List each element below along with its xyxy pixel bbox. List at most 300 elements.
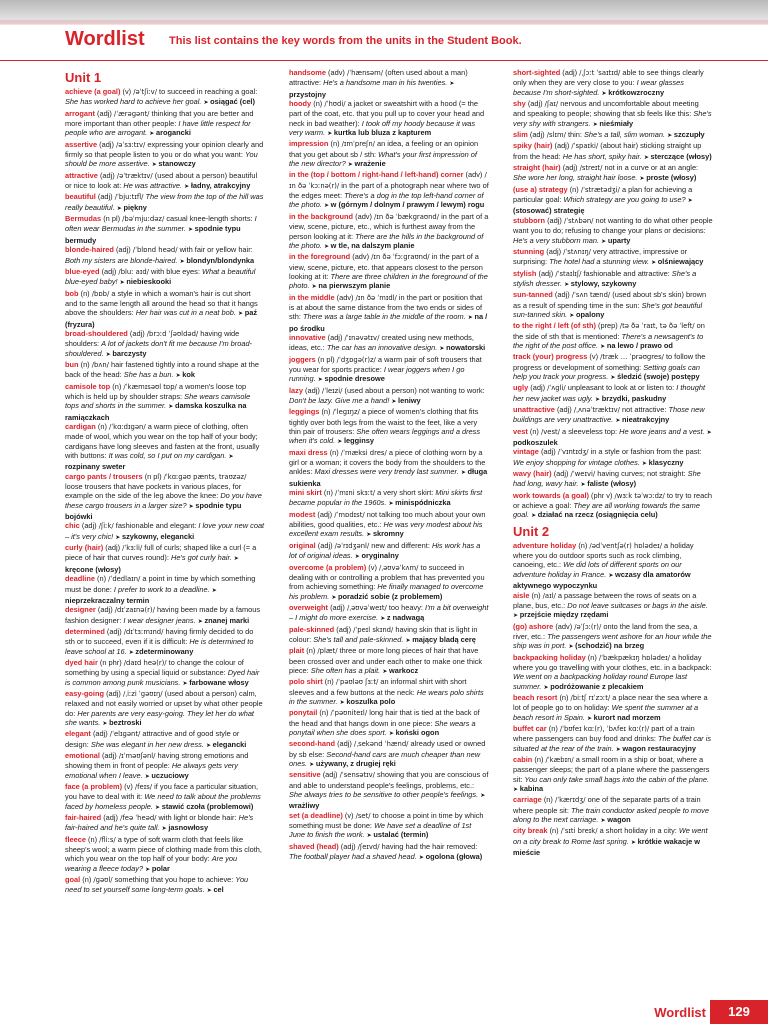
example-sentence: We did lots of different sports on our adventure holiday in France. [513, 560, 682, 579]
pronunciation: /ˈkæbɪn/ [545, 756, 574, 764]
pronunciation: /ˈɪnəvətɪv/ [344, 333, 380, 342]
translation: piękny [123, 202, 147, 212]
part-of-speech: (n) [531, 590, 541, 600]
translation: skromny [372, 529, 404, 539]
definition: (about hair) sticking straight up from the head: [513, 141, 702, 161]
part-of-speech: (phr v) [591, 490, 613, 500]
example-sentence: We spent the summer at a beach resort in Spain. [513, 703, 699, 722]
example-sentence: We went on a backpacking holiday round Europe last summer. [513, 672, 688, 691]
arrow-icon: ➤ [667, 133, 674, 140]
example-sentence: I love your new coat – it's very chic! [65, 521, 265, 541]
pronunciation: /træk … ˈprəʊɡres/ [600, 353, 664, 362]
wordlist-entry [513, 352, 713, 383]
arrow-icon: ➤ [337, 439, 344, 446]
definition: showing that you are conscious of and able to understand people's feelings, problems, etc.: [289, 770, 489, 790]
part-of-speech: (adj) [106, 626, 122, 636]
definition: having firmly decided to do sth or to succeed, even if it is difficult: [65, 626, 254, 647]
translation: wagon [607, 815, 631, 825]
page-subtitle: This list contains the key words from the units in the Student Book. [169, 35, 522, 47]
part-of-speech: (n) [321, 407, 331, 417]
wordlist-entry [513, 491, 713, 522]
wordlist-entry [289, 770, 489, 810]
translation: w tle, na dalszym planie [330, 240, 415, 250]
example-sentence: Both my sisters are blonde-haired. [65, 255, 178, 265]
arrow-icon: ➤ [610, 374, 618, 381]
headword: polo shirt [289, 677, 323, 687]
part-of-speech: (adj) [99, 170, 115, 180]
wordlist-entry [513, 321, 713, 352]
part-of-speech: (adj) [540, 447, 556, 457]
pronunciation: /ɪn ðə ˈbækɡraʊnd/ [374, 212, 439, 221]
pronunciation: /ˈvɪntɪdʒ/ [557, 448, 589, 457]
wordlist-entry [289, 448, 489, 488]
arrow-icon: ➤ [145, 866, 152, 873]
arrow-icon: ➤ [641, 460, 649, 467]
part-of-speech: (adj) [317, 540, 333, 550]
headword: aisle [513, 590, 530, 600]
arrow-icon: ➤ [543, 684, 551, 691]
headword: designer [65, 605, 96, 615]
part-of-speech: (n) [319, 708, 329, 718]
headword: dyed hair [65, 657, 98, 667]
translation: kok [182, 370, 196, 380]
headword: buffet car [513, 723, 547, 733]
arrow-icon: ➤ [418, 855, 426, 862]
arrow-icon: ➤ [238, 311, 245, 318]
headword: achieve (a goal) [65, 87, 121, 96]
headword: lazy [289, 385, 303, 395]
pronunciation: /ˈkɑːdɪɡən/ [108, 423, 146, 431]
wordlist-entry [289, 842, 489, 864]
wordlist-entry [513, 141, 713, 163]
wordlist-entry [289, 68, 489, 99]
headword: straight (hair) [513, 163, 561, 173]
pronunciation: /ˈbʊfeɪ kɑː(r), ˈbʌfeɪ kɑː(r)/ [559, 724, 650, 733]
part-of-speech: (v) [589, 352, 599, 362]
part-of-speech: (n) [559, 692, 569, 702]
wordlist-entry [513, 653, 713, 693]
pronunciation: /ɪn ðə ˈmɪdl/ [355, 293, 397, 302]
headword: in the background [289, 211, 354, 221]
arrow-icon: ➤ [317, 377, 325, 384]
example-sentence: You can only take small bags into the cabin of the plane. [524, 774, 709, 784]
arrow-icon: ➤ [639, 176, 647, 183]
definition: very attractive, impressive or surprising: [513, 246, 688, 267]
pronunciation: /ˈsensətɪv/ [339, 771, 375, 780]
translation: wrażenie [354, 159, 386, 169]
example-sentence: You should be more assertive. [65, 150, 258, 169]
arrow-icon: ➤ [630, 839, 638, 846]
headword: hoody [289, 99, 312, 109]
wordlist-entry [289, 708, 489, 739]
part-of-speech: (adv) [352, 252, 370, 262]
wordlist-entry [65, 360, 265, 382]
definition: with blue eyes: [151, 266, 200, 276]
definition: a piece of women's clothing that fits tightly over both legs from the waist to the feet, like a very thin pair of trousers: [289, 407, 479, 437]
definition: in the part of a photograph near where two of the edges meet: [289, 180, 489, 201]
example-sentence: She's got beautiful sun-tanned skin. [513, 300, 703, 319]
arrow-icon: ➤ [569, 312, 576, 319]
arrow-icon: ➤ [203, 100, 211, 107]
wordlist-entry [65, 140, 265, 171]
translation: na / po środku [289, 312, 488, 333]
definition: not attractive: [622, 405, 667, 414]
example-sentence: Don't be lazy. Give me a hand! [289, 396, 390, 405]
headword: leggings [289, 407, 320, 417]
definition: a place near the sea where a lot of people go to on holiday: [513, 692, 708, 713]
definition: if you face a particular situation, you have to deal with it: [65, 782, 259, 802]
part-of-speech: (adj) [317, 509, 333, 519]
headword: goal [65, 875, 81, 885]
translation: olśniewający [657, 257, 704, 267]
wordlist-entry [65, 729, 265, 751]
pronunciation: /ˈstʌnɪŋ/ [563, 247, 591, 256]
translation: koszulka polo [346, 696, 396, 706]
definition: a very short skirt: [377, 488, 434, 498]
definition: in the part of a view, scene, picture, etc. that appears closest to the person looking at it: [289, 252, 483, 281]
headword: easy-going [65, 688, 105, 698]
headword: stubborn [513, 215, 546, 225]
headword: ponytail [289, 708, 318, 718]
arrow-icon: ➤ [391, 399, 399, 405]
part-of-speech: (adv) [336, 292, 354, 302]
headword: chic [65, 521, 80, 531]
pronunciation: /ˈelɪɡənt/ [109, 730, 141, 739]
translation: brzydki, paskudny [601, 393, 667, 403]
part-of-speech: (n) [548, 723, 558, 733]
wordlist-entry [65, 813, 265, 835]
wordlist-entry [65, 109, 265, 140]
example-sentence: He was attractive. [123, 181, 183, 191]
pronunciation: /ˈspaɪki/ [571, 142, 599, 151]
part-of-speech: (n) [324, 677, 334, 687]
translation: przejście między rzędami [519, 610, 609, 620]
pronunciation: /ˌsekənd ˈhænd/ [353, 740, 409, 749]
part-of-speech: (adj) [129, 328, 145, 338]
arrow-icon: ➤ [105, 351, 113, 358]
pronunciation: /feə ˈheəd/ [120, 814, 157, 823]
definition: onto the land from the sea, a river, etc.: [513, 621, 698, 641]
translation: znanej marki [204, 615, 250, 625]
arrow-icon: ➤ [323, 203, 331, 210]
part-of-speech: (n) [587, 652, 597, 662]
part-of-speech: (n) [97, 574, 107, 584]
definition: having curves; not straight: [597, 469, 686, 479]
pronunciation: /ʃeɪvd/ [357, 842, 380, 851]
wordlist-entry [513, 68, 713, 99]
headword: ugly [513, 383, 529, 393]
definition: a passage between the rows of seats on a plane, bus, etc.: [513, 590, 697, 610]
example-sentence: He's fair-haired and he's quite tall. [65, 813, 254, 833]
wordlist-entry [289, 407, 489, 447]
definition: to change the colour of something by using a special liquid or substance: [65, 657, 244, 678]
example-sentence: He wore jeans and a vest. [619, 426, 705, 436]
wordlist-entry [513, 185, 713, 216]
pronunciation: /ɡəʊl/ [93, 876, 113, 885]
example-sentence: We have set a deadline of 1st June to finish the work. [289, 821, 472, 840]
headword: assertive [65, 139, 98, 149]
example-sentence: He always gets very emotional when I leave. [65, 761, 238, 780]
part-of-speech: (adj) [530, 383, 546, 393]
part-of-speech: (n pl) [144, 471, 162, 481]
part-of-speech: (adj) [97, 605, 113, 615]
part-of-speech: (n) [88, 834, 98, 844]
definition: casual knee-length shorts: [166, 214, 253, 224]
arrow-icon: ➤ [586, 715, 594, 722]
wordlist-entry [65, 382, 265, 422]
pronunciation: /bluː aɪd/ [118, 267, 149, 276]
example-sentence: I wear glasses because I'm short-sighted. [513, 78, 684, 97]
wordlist-entry [289, 677, 489, 708]
wordlist-entry [65, 782, 265, 813]
pronunciation: /əˈsɜːtɪv/ [115, 140, 146, 149]
wordlist-entry [513, 290, 713, 321]
translation: uczuciowy [151, 770, 189, 780]
part-of-speech: (adj) [547, 215, 562, 225]
pronunciation: /ˈʌɡli/ [547, 384, 566, 393]
part-of-speech: (n) [323, 488, 333, 498]
wordlist-entry [289, 603, 489, 625]
definition: full of curls; shaped like a curl (= a piece of hair that curves round): [65, 543, 257, 563]
pronunciation: /biːtʃ rɪˈzɔːt/ [570, 693, 611, 702]
pronunciation: /ˈærəɡənt/ [113, 109, 150, 118]
page-title: Wordlist [65, 28, 145, 50]
arrow-icon: ➤ [687, 198, 693, 205]
wordlist-entry [65, 751, 265, 782]
headword: bob [65, 288, 79, 298]
pronunciation: /əˈtʃiːv/ [133, 88, 157, 96]
part-of-speech: (n) [330, 139, 340, 149]
part-of-speech: (n) [306, 646, 316, 656]
headword: mini skirt [289, 488, 322, 498]
part-of-speech: (adv) [355, 211, 372, 221]
pronunciation: /ˈbjuːtɪfl/ [114, 193, 144, 202]
translation: kabina [519, 784, 544, 794]
arrow-icon: ➤ [144, 773, 152, 780]
part-of-speech: (adj) [105, 543, 121, 553]
example-sentence: She was elegant in her new dress. [90, 739, 204, 749]
pronunciation: /ˈpəʊləʊ ʃɜːt/ [335, 678, 379, 687]
headword: emotional [65, 751, 100, 760]
pronunciation: /slɪm/ [546, 131, 566, 140]
part-of-speech: (adj) [97, 108, 112, 118]
arrow-icon: ➤ [327, 131, 334, 138]
translation: oryginalny [361, 551, 399, 561]
translation: ładny, atrakcyjny [190, 181, 251, 191]
headword: track (your) progress [513, 352, 588, 362]
arrow-icon: ➤ [311, 284, 319, 291]
headword: cargo pants / trousers [65, 471, 143, 481]
definition: a small room in a ship or boat, where a passenger sleeps; the part of a plane where the passengers sit: [513, 755, 710, 784]
translation: nieśmiały [599, 118, 634, 128]
pronunciation: /ˈmɒdɪst/ [334, 510, 365, 519]
pronunciation: /ˌiːzi ˈɡəʊɪŋ/ [122, 689, 163, 698]
translation: działać na rzecz (osiągnięcia celu) [537, 510, 658, 520]
definition: a point in time by which something must be done: [65, 574, 256, 594]
example-sentence: We went on a city break to Rome last spring. [513, 826, 708, 846]
part-of-speech: (n pl) [103, 214, 121, 224]
example-sentence: There's a dog in the top left-hand corner of the photo. [289, 191, 484, 210]
headword: stylish [513, 268, 537, 278]
part-of-speech: (adj) [340, 841, 356, 851]
part-of-speech: (adj) [322, 770, 338, 780]
definition: in a style or fashion from the past: [590, 447, 702, 457]
definition: too heavy: [388, 602, 423, 612]
translation: nowatorski [446, 343, 486, 353]
translation: damska koszulka na ramiączkach [65, 401, 247, 422]
part-of-speech: (n) [578, 540, 588, 550]
wordlist-entry [289, 386, 489, 408]
translation: cel [213, 885, 224, 895]
translation: (stosować) strategię [513, 206, 585, 216]
arrow-icon: ➤ [323, 243, 331, 250]
translation: krótkie wakacje w mieście [513, 836, 701, 858]
translation: uparty [607, 235, 631, 245]
pronunciation: /ˈpəʊniteɪl/ [330, 709, 368, 718]
part-of-speech: (adj) [556, 405, 572, 414]
translation: spodnie typu bermudy [65, 224, 241, 245]
wordlist-entry [513, 693, 713, 724]
arrow-icon: ➤ [354, 554, 362, 561]
definition: having skin that is light in colour: [289, 624, 478, 644]
headword: blonde-haired [65, 245, 114, 255]
headword: beautiful [65, 192, 96, 202]
example-sentence: He's a handsome man in his twenties. [323, 78, 448, 88]
translation: wrażliwy [289, 801, 320, 811]
definition: having strong emotions and showing them in front of people: [65, 751, 249, 771]
example-sentence: I'm a bit overweight – I might do more exercise. [289, 602, 489, 623]
headword: modest [289, 509, 316, 519]
headword: overweight [289, 602, 329, 612]
definition: a style in which a woman's hair is cut short and to the same length all around the head so that it hangs above the shoulders: [65, 288, 258, 318]
example-sentence: You need to set yourself some long-term goals. [65, 875, 249, 895]
part-of-speech: (adj) [538, 268, 554, 278]
translation: blondyn/blondynka [186, 255, 255, 265]
pronunciation: /ˈblɒnd heəd/ [132, 246, 178, 255]
headword: innovative [289, 332, 326, 342]
headword: in the foreground [289, 252, 351, 262]
headword: handsome [289, 68, 326, 77]
arrow-icon: ➤ [151, 162, 159, 169]
wordlist-entry [289, 510, 489, 541]
arrow-icon: ➤ [128, 649, 136, 656]
example-sentence: There's a newsagent's to the right of the post office. [513, 331, 704, 350]
headword: fleece [65, 834, 86, 844]
wordlist-entry [289, 212, 489, 252]
example-sentence: Her parents are very easy-going. They let her do what she wants. [65, 708, 254, 727]
definition: to succeed in reaching a goal: [159, 87, 258, 96]
wordlist-entry [289, 811, 489, 842]
translation: szczupły [673, 130, 705, 140]
wordlist-entry [65, 543, 265, 574]
definition: attractive and of good style or design: [65, 729, 240, 749]
arrow-icon: ➤ [382, 668, 390, 675]
pronunciation: /ˌʃɔːt ˈsaɪtɪd/ [579, 69, 621, 77]
part-of-speech: (adj) [554, 290, 570, 300]
example-sentence: He was very modest about his excellent exam results. [289, 520, 483, 539]
pronunciation: /daɪd heə(r)/ [123, 658, 167, 667]
arrow-icon: ➤ [347, 162, 355, 169]
wordlist-entry [513, 755, 713, 795]
example-sentence: I often wear Bermudas in the summer. [65, 214, 257, 234]
headword: work towards (a goal) [513, 490, 589, 500]
example-sentence: She's a stylish dresser. [513, 268, 697, 288]
arrow-icon: ➤ [388, 731, 396, 737]
definition: created using new methods, ideas, etc.: [289, 332, 474, 353]
pronunciation: /əˈrɪdʒənl/ [334, 541, 370, 550]
arrow-icon: ➤ [568, 644, 576, 651]
example-sentence: She's a tall, slim woman. [583, 130, 666, 140]
arrow-icon: ➤ [449, 81, 455, 88]
definition: fashionable and attractive: [583, 268, 670, 278]
part-of-speech: (n) [329, 447, 339, 457]
headword: fair-haired [65, 813, 102, 823]
wordlist-column-3 [513, 68, 713, 857]
translation: stylowy, szykowny [570, 278, 637, 288]
definition: something that you hope to achieve: [114, 875, 234, 885]
definition: hair fastened tightly into a round shape at the back of the head: [65, 359, 259, 380]
example-sentence: We need to talk about the problems faced by homeless people. [65, 792, 261, 811]
definition: new and different: [371, 540, 430, 550]
pronunciation: /ˌəʊvəˈkʌm/ [378, 563, 419, 572]
definition: to try to reach or achieve a goal: [513, 490, 713, 511]
headword: beach resort [513, 692, 558, 702]
example-sentence: She wore her long, straight hair loose. [513, 173, 638, 183]
example-sentence: She's tall and pale-skinned. [313, 634, 404, 644]
example-sentence: There was a large table in the middle of the room. [302, 312, 466, 322]
example-sentence: Which strategy are you going to use? [563, 195, 686, 205]
wordlist-entry [65, 422, 265, 472]
headword: stunning [513, 246, 545, 256]
arrow-icon: ➤ [197, 618, 205, 625]
translation: (schodzić) na brzeg [575, 641, 645, 651]
translation: kurtka lub bluza z kapturem [333, 128, 432, 138]
pronunciation: /əˈʃɔː(r)/ [574, 622, 602, 631]
definition: not talking too much about your own abilities, good qualities, etc.: [289, 509, 486, 530]
translation: ustalać (termin) [373, 830, 429, 840]
headword: wavy (hair) [513, 469, 552, 479]
arrow-icon: ➤ [168, 404, 175, 411]
headword: shaved (head) [289, 841, 339, 851]
headword: in the middle [289, 292, 335, 302]
wordlist-entry [513, 216, 713, 247]
page-footer [608, 1000, 768, 1024]
definition: fashionable and elegant: [115, 521, 197, 531]
definition: able to see things clearly only when they are very close to you: [513, 68, 704, 88]
example-sentence: The hotel had a stunning view. [549, 257, 649, 267]
arrow-icon: ➤ [175, 373, 183, 380]
part-of-speech: (adj) [99, 139, 114, 149]
wordlist-entry [65, 835, 265, 875]
headword: shy [513, 99, 526, 109]
wordlist-entry [289, 293, 489, 333]
wordlist-entry [289, 170, 489, 211]
wordlist-entry [65, 875, 265, 897]
part-of-speech: (adj) [330, 602, 345, 612]
headword: maxi dress [289, 447, 328, 457]
example-sentence: He's a very stubborn man. [513, 235, 600, 245]
arrow-icon: ➤ [211, 587, 217, 594]
definition: in the part of a view, scene, picture, etc., which is furthest away from the person looking at it: [289, 211, 489, 241]
wordlist-entry [289, 355, 489, 386]
arrow-icon: ➤ [205, 742, 213, 749]
header-divider [0, 60, 768, 61]
part-of-speech: (n) [549, 826, 559, 836]
example-sentence: I have little respect for people who are arrogant. [65, 119, 251, 138]
headword: face (a problem) [65, 782, 123, 792]
part-of-speech: (prep) [598, 321, 618, 331]
pronunciation: /ədˈventʃə(r) hɒlədeɪ/ [589, 541, 662, 550]
